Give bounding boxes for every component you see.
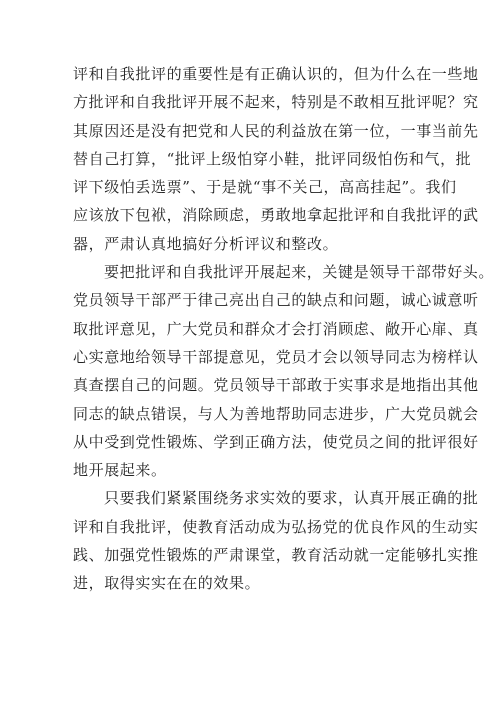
paragraph-3-line: 践、加强党性锻炼的严肃课堂，教育活动就一定能够扎实推 <box>73 546 479 565</box>
paragraph-2-line: 心实意地给领导干部提意见，党员才会以领导同志为榜样认 <box>73 347 479 366</box>
document-body <box>73 60 495 598</box>
paragraph-1 <box>73 60 479 258</box>
paragraph-1-line: 方批评和自我批评开展不起来，特别是不敢相互批评呢？究 <box>73 93 479 112</box>
paragraph-1-line: 替自己打算，“批评上级怕穿小鞋，批评同级怕伤和气，批 <box>73 149 472 168</box>
paragraph-1-line: 器，严肃认真地搞好分析评议和整改。 <box>73 234 339 253</box>
paragraph-1-line: 其原因还是没有把党和人民的利益放在第一位，一事当前先 <box>73 121 479 140</box>
paragraph-2 <box>73 258 495 484</box>
paragraph-3-line: 进，取得实实在在的效果。 <box>73 574 261 593</box>
paragraph-1-line: 评下级怕丢选票”、于是就“事不关己，高高挂起”。我们 <box>73 178 457 197</box>
paragraph-2-line: 要把批评和自我批评开展起来，关键是领导干部带好头。 <box>104 263 495 282</box>
paragraph-2-line: 取批评意见，广大党员和群众才会打消顾虑、敞开心扉、真 <box>73 319 479 338</box>
paragraph-3-line: 只要我们紧紧围绕务求实效的要求，认真开展正确的批 <box>104 489 479 508</box>
paragraph-2-line: 从中受到党性锻炼、学到正确方法，使党员之间的批评很好 <box>73 432 479 451</box>
paragraph-2-line: 地开展起来。 <box>73 461 167 480</box>
paragraph-3-line: 评和自我批评，使教育活动成为弘扬党的优良作风的生动实 <box>73 517 479 536</box>
paragraph-1-line: 评和自我批评的重要性是有正确认识的，但为什么在一些地 <box>73 65 479 83</box>
paragraph-2-line: 党员领导干部严于律己亮出自己的缺点和问题，诚心诚意听 <box>73 291 479 310</box>
paragraph-2-line: 真查摆自己的问题。党员领导干部敢于实事求是地指出其他 <box>73 376 479 395</box>
paragraph-2-line: 同志的缺点错误，与人为善地帮助同志进步，广大党员就会 <box>73 404 479 423</box>
paragraph-1-line: 应该放下包袱，消除顾虑，勇敢地拿起批评和自我批评的武 <box>73 206 479 225</box>
paragraph-3 <box>73 484 479 597</box>
